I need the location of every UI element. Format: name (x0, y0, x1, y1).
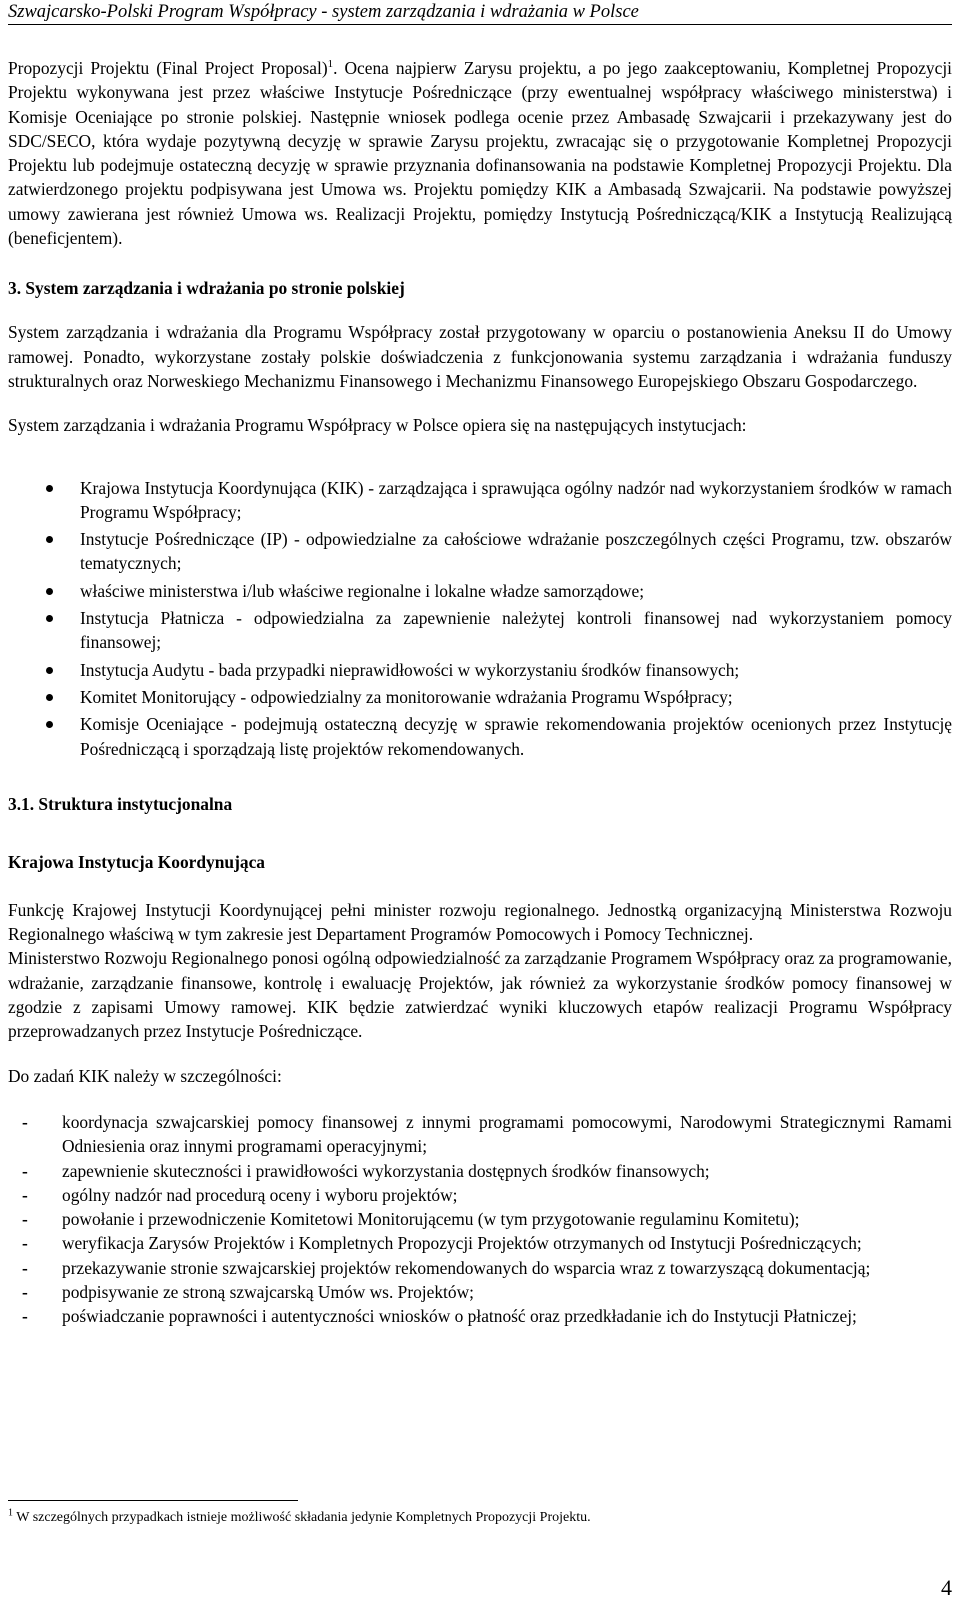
list-item: Instytucja Płatnicza - odpowiedzialna za zapewnienie należytej kontroli finansowej nad wykorzystaniem pomocy finansowej; (8, 606, 952, 655)
kik-subheading: Krajowa Instytucja Koordynująca (8, 851, 265, 872)
tasks-intro: Do zadań KIK należy w szczególności: (8, 1065, 282, 1086)
section-3-heading: 3. System zarządzania i wdrażania po stronie polskiej (8, 278, 405, 299)
list-item: - weryfikacja Zarysów Projektów i Kompletnych Propozycji Projektów otrzymanych od Instytucji Pośredniczących; (8, 1231, 952, 1255)
footnote-text: W szczególnych przypadkach istnieje możliwość składania jedynie Kompletnych Propozycji Projektu. (13, 1510, 591, 1525)
bullet-icon (46, 588, 53, 595)
section-3-para-1: System zarządzania i wdrażania dla Programu Współpracy został przygotowany w oparciu o postanowienia Aneksu II do Umowy ramowej. Ponadto, wykorzystane zostały polskie doświadczenia z funkcjonowania systemu zarządzania i wdrażania funduszy strukturalnych oraz Norweskiego Mechanizmu Finansowego i Mechanizmu Finansowego Europejskiego Obszaru Gospodarczego. (8, 322, 952, 391)
page-number: 4 (941, 1575, 952, 1600)
list-item: właściwe ministerstwa i/lub właściwe regionalne i lokalne władze samorządowe; (8, 579, 952, 603)
intro-text-start: Propozycji Projektu (Final Project Proposal) (8, 58, 328, 78)
list-item: - powołanie i przewodniczenie Komitetowi Monitorującemu (w tym przygotowanie regulaminu Komitetu); (8, 1207, 952, 1231)
bullet-icon (46, 536, 53, 543)
kik-para-1: Funkcję Krajowej Instytucji Koordynującej pełni minister rozwoju regionalnego. Jednostką organizacyjną Ministerstwa Rozwoju Regionalnego właściwą w tym zakresie jest Departament Programów Pomocowych i Pomocy Technicznej. (8, 899, 952, 945)
list-item: - koordynacja szwajcarskiej pomocy finansowej z innymi programami pomocowymi, Narodowymi Strategicznymi Ramami Odniesienia oraz innymi programami operacyjnymi; (22, 1111, 952, 1157)
bullet-icon (46, 667, 53, 674)
dash-marker: - (22, 1257, 28, 1278)
page-content (8, 38, 952, 1329)
list-item: - zapewnienie skuteczności i prawidłowości wykorzystania dostępnych środków finansowych; (8, 1159, 952, 1183)
list-item: - przekazywanie stronie szwajcarskiej projektów rekomendowanych do wsparcia wraz z towarzyszącą dokumentacją; (8, 1256, 952, 1280)
dash-marker: - (22, 1160, 28, 1181)
section-3-1-heading: 3.1. Struktura instytucjonalna (8, 793, 233, 814)
kik-tasks-list (8, 1110, 952, 1329)
list-item: - podpisywanie ze stroną szwajcarską Umów ws. Projektów; (8, 1280, 952, 1304)
list-item: Instytucje Pośredniczące (IP) - odpowiedzialne za całościowe wdrażanie poszczególnych części Programu, tzw. obszarów tematycznych; (8, 527, 952, 576)
dash-marker: - (22, 1233, 28, 1254)
institutions-list (8, 476, 952, 761)
list-item: Instytucja Audytu - bada przypadki nieprawidłowości w wykorzystaniu środków finansowych; (8, 658, 952, 682)
dash-marker: - (22, 1281, 28, 1302)
bullet-icon (46, 485, 53, 492)
dash-marker: - (22, 1306, 28, 1327)
intro-paragraph (8, 56, 952, 250)
list-item: - ogólny nadzór nad procedurą oceny i wyboru projektów; (8, 1183, 952, 1207)
footnote-rule (8, 1500, 298, 1501)
running-header: Szwajcarsko-Polski Program Współpracy - system zarządzania i wdrażania w Polsce (8, 2, 639, 22)
list-item: Krajowa Instytucja Koordynująca (KIK) - zarządzająca i sprawująca ogólny nadzór nad wykorzystaniem środków w ramach Programu Współpracy; (8, 476, 952, 525)
section-3-para-2: System zarządzania i wdrażania Programu Współpracy w Polsce opiera się na następujących instytucjach: (8, 415, 747, 436)
footnote (8, 1508, 952, 1528)
bullet-icon (46, 694, 53, 701)
footnote-ref[interactable]: 1 (327, 58, 334, 71)
list-item: Komisje Oceniające - podejmują ostateczną decyzję w sprawie rekomendowania projektów ocenionych przez Instytucję Pośredniczącą i sporządzają listę projektów rekomendowanych. (8, 712, 952, 761)
dash-marker: - (22, 1184, 28, 1205)
header-rule (8, 24, 952, 25)
list-item: Komitet Monitorujący - odpowiedzialny za monitorowanie wdrażania Programu Współpracy; (8, 685, 952, 709)
bullet-icon (46, 615, 53, 622)
footnote-number: 1 (8, 1507, 13, 1519)
dash-marker: - (22, 1111, 28, 1132)
kik-para-2: Ministerstwo Rozwoju Regionalnego ponosi ogólną odpowiedzialność za zarządzanie Programem Współpracy oraz za programowanie, wdrażanie, zarządzanie finansowe, kontrolę i ewaluację Projektów, jak również za wykorzystanie środków pomocy finansowej w zgodzie z zapisami Umowy ramowej. KIK będzie zatwierdzać wyniki kluczowych etapów realizacji Programu Współpracy przeprowadzanych przez Instytucje Pośredniczące. (8, 948, 952, 1042)
intro-text-rest: . Ocena najpierw Zarysu projektu, a po jego zaakceptowaniu, Kompletnej Propozycji Projektu wykonywana jest przez właściwe Instytucje Pośredniczące (przy ewentualnej współpracy właściwego ministerstwa) i Komisje Oceniające po stronie polskiej. Następnie wniosek podlega ocenie przez Ambasadę Szwajcarii i przekazywany jest do SDC/SECO, która wydaje pozytywną decyzję w sprawie Zarysu projektu, zwracając się o przygotowanie Kompletnej Propozycji Projektu lub podejmuje ostateczną decyzję w sprawie przyznania dofinansowania na podstawie Kompletnej Propozycji Projektu. Dla zatwierdzonego projektu podpisywana jest Umowa ws. Projektu pomiędzy KIK a Ambasadą Szwajcarii. Na podstawie powyższej umowy zawierana jest również Umowa ws. Realizacji Projektu, pomiędzy Instytucją Pośredniczącą/KIK a Instytucją Realizującą (beneficjentem). (8, 58, 952, 249)
list-item: - poświadczanie poprawności i autentyczności wniosków o płatność oraz przedkładanie ich do Instytucji Płatniczej; (8, 1304, 952, 1328)
dash-marker: - (22, 1209, 28, 1230)
bullet-icon (46, 721, 53, 728)
